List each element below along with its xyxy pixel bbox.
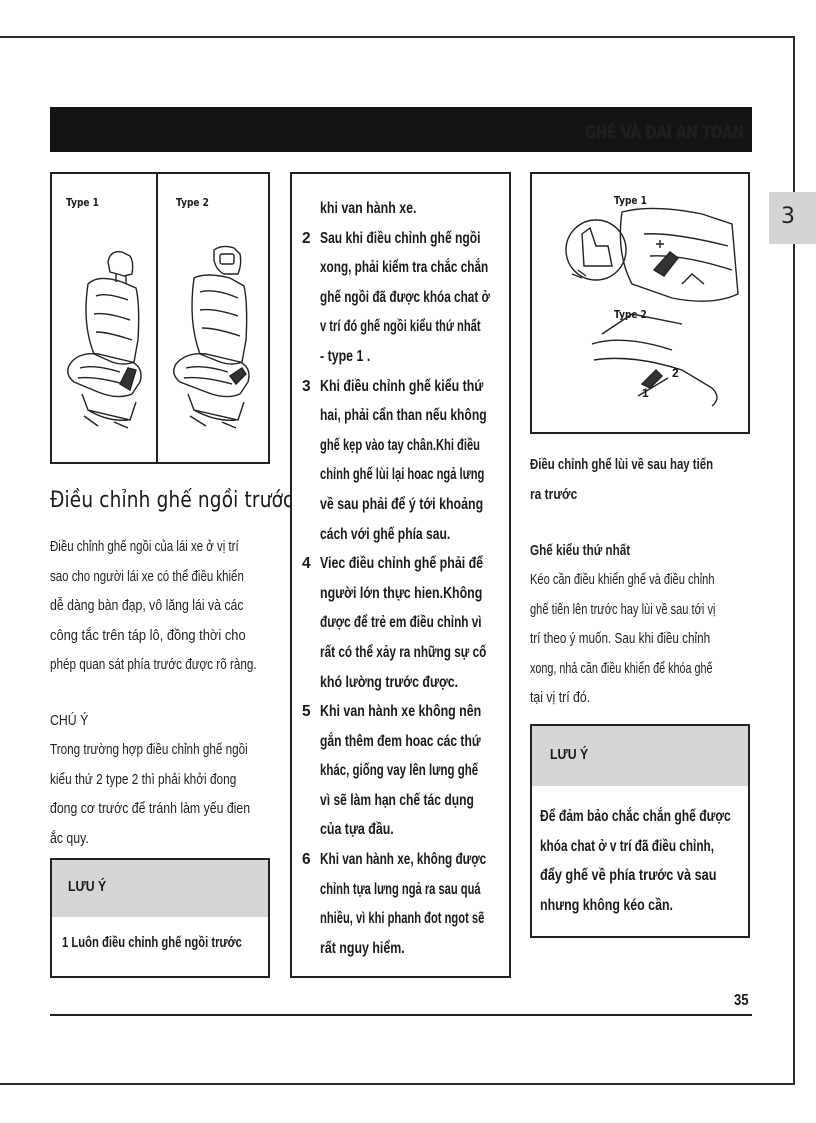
figure-caption: Điều chỉnh ghế lùi về sau hay tiến ra trước [530,456,714,503]
diagram-type2-label: Type 2 [614,308,647,321]
diagram-type1-label: Type 1 [614,194,647,207]
seat-type1-illustration [58,244,152,434]
footer-rule [50,1014,752,1016]
diagram-number-2: 2 [672,366,679,380]
seat-type2-illustration [166,244,260,434]
section-header-bar [50,107,752,152]
page-number: 35 [734,992,749,1009]
seat-types-figure [50,172,270,464]
type2-label: Type 2 [176,196,209,209]
note-box-left [50,858,270,978]
section-title: GHẾ VÀ ĐAI AN TOÀN [585,123,744,143]
chapter-number: 3 [781,204,795,229]
diagram-number-1: 1 [642,386,649,400]
subheading: Ghế kiểu thứ nhất [530,542,631,559]
seat-lever-figure [530,172,750,434]
caution-title: CHÚ Ý [50,712,89,729]
note-header: LƯU Ý [52,860,268,917]
figure-divider [156,174,158,462]
intro-paragraph: Điều chỉnh ghế ngồi của lái xe ở vị trí sao cho người lái xe có thể điều khiển dễ dàng bàn đạp, vô lăng lái và các công tắc trên táp lô, đồng thời cho phép quan sát phía trước được rõ ràng. [50,538,257,673]
note-header: LƯU Ý [532,726,748,786]
warning-list-box: khi van hành xe. 2 Sau khi điều chỉnh ghế ngồi xong, phải kiểm tra chắc chắn ghế ngồi đã được khóa chat ở v trí đó ghế ngồi kiểu thứ nhất - type 1 . 3 Khi điều chỉnh ghế kiểu thứ hai, phải cẩn than nếu không ghế kẹp vào tay chân.Khi điều chỉnh ghế lùi lại hoac ngả lưng về sau phải để ý tới khoảng cách với ghế phía sau. 4 Viec điều chỉnh ghế phải để người lớn thực hien.Không được để trẻ em điều chỉnh vì rất có thể xảy ra những sự cố khó lường trước được. 5 Khi van hành xe không nên gắn thêm đem hoac các thứ khác, giống vay lên lưng ghế vì sẽ làm hạn chế tác dụng của tựa đầu. 6 Khi van hành xe, không được chỉnh tựa lưng ngả ra sau quá nhiều, vì khi phanh đot ngot sẽ rất nguy hiểm. [290,172,511,978]
chapter-tab [769,192,816,244]
type1-paragraph: Kéo cần điều khiển ghế và điều chỉnh ghế tiến lên trước hay lùi về sau tới vị trí theo ý muốn. Sau khi điều chỉnh xong, nhả cần điều khiển để khóa ghế tại vị trí đó. [530,571,716,706]
seat-lever-illustration [532,174,748,432]
note-text: Để đảm bảo chắc chắn ghế được khóa chat ở v trí đã điều chỉnh, đẩy ghế về phía trước và sau nhưng không kéo cần. [540,808,731,914]
note-text: 1 Luôn điều chỉnh ghế ngồi trước [62,934,242,951]
section-heading: Điều chỉnh ghế ngồi trước [50,488,294,513]
type1-label: Type 1 [66,196,99,209]
note-box-right [530,724,750,938]
caution-paragraph: Trong trường hợp điều chỉnh ghế ngồi kiểu thứ 2 type 2 thì phải khởi đong đong cơ trước để tránh làm yếu đien ắc quy. [50,741,251,847]
